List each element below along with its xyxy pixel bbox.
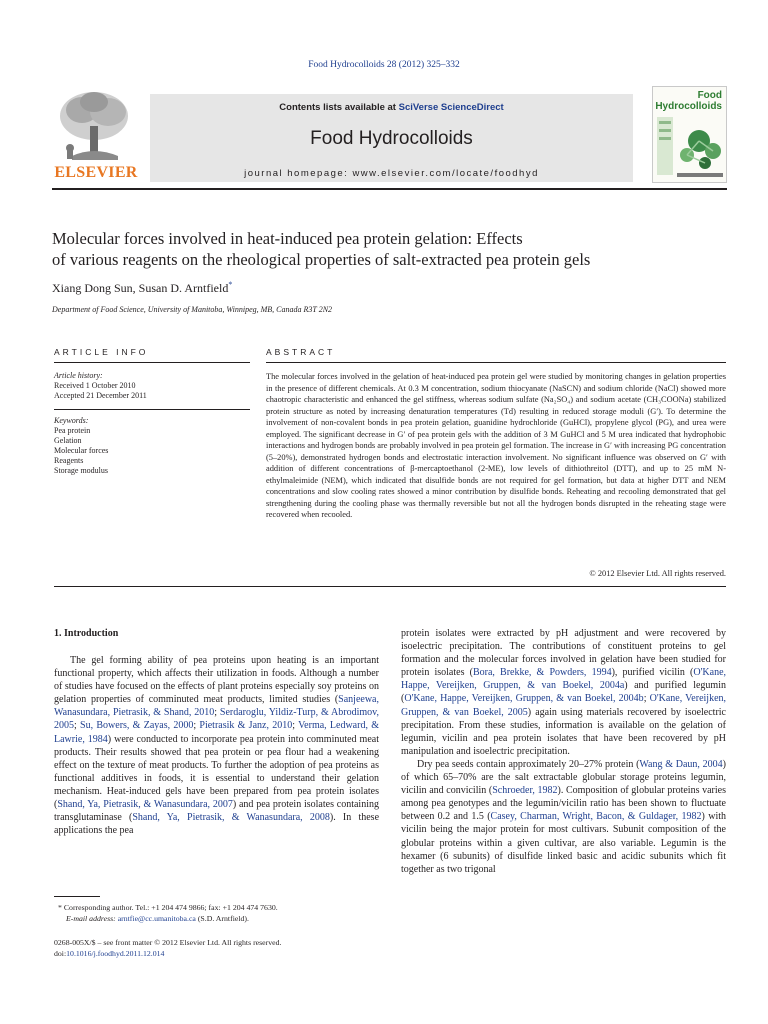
- author-email-link[interactable]: arntfie@cc.umanitoba.ca: [117, 914, 196, 923]
- doi-line: [54, 948, 281, 959]
- body-text: protein isolates were extracted by pH adjustment and were recovered by isoelectric precipitation. The contributions of constituent proteins to gel formation and the molecular forces involved in gelation have been studied for protein isolates (: [401, 628, 726, 679]
- corresponding-author-mark[interactable]: *: [228, 280, 233, 289]
- citation-link[interactable]: Su, Bowers, & Zayas, 2000: [80, 720, 194, 732]
- article-title: [52, 228, 732, 270]
- abstract-rule: [266, 362, 726, 363]
- citation-link[interactable]: O'Kane, Happe, Vereijken, Gruppen, & van Boekel, 2004a: [401, 667, 727, 692]
- publisher-name: ELSEVIER: [54, 164, 138, 181]
- body-text: ;: [292, 720, 299, 732]
- corresponding-author-note: * Corresponding author. Tel.: +1 204 474 9866; fax: +1 204 474 7630.: [58, 903, 278, 912]
- body-text: ) and purified legumin (: [401, 680, 726, 705]
- cover-title: [655, 90, 722, 112]
- body-text: ;: [643, 693, 650, 705]
- citation-link[interactable]: Bora, Brekke, & Powders, 1994: [472, 667, 612, 679]
- citation-link[interactable]: Sanjeewa, Wanasundara, Pietrasik, & Shand, 2010: [54, 694, 379, 719]
- article-info-rule: [54, 362, 250, 363]
- body-text: ;: [214, 707, 220, 719]
- citation-link[interactable]: Shand, Ya, Pietrasik, & Wanasundara, 2008: [132, 812, 330, 824]
- doi-link[interactable]: 10.1016/j.foodhyd.2011.12.014: [66, 949, 165, 958]
- journal-banner: [150, 94, 633, 182]
- keyword: Reagents: [54, 456, 84, 465]
- abstract-heading: ABSTRACT: [266, 347, 336, 357]
- journal-title: Food Hydrocolloids: [310, 128, 473, 149]
- body-column-left: [54, 654, 379, 837]
- article-info-heading: ARTICLE INFO: [54, 347, 149, 357]
- citation-link[interactable]: Serdaroglu, Yildiz-Turp, & Abrodimov, 2005: [54, 707, 379, 732]
- body-text: ). In these applications the pea: [54, 812, 380, 837]
- body-text: ) with vicilin being the major protein for most cultivars. Subunit composition of the globular proteins within a given cultivar, are also variable. Legumin is the hexamer (6 subunits) of disulfide linked basic and acidic subunits which fit together as two trigonal: [401, 811, 727, 875]
- citation-link[interactable]: O'Kane, Happe, Vereijken, Gruppen, & van Boekel, 2004b: [404, 693, 644, 705]
- contents-prefix: Contents lists available at: [279, 102, 399, 113]
- abstract-text: The molecular forces involved in the gelation of heat-induced pea protein gel were studied by monitoring changes in gelation properties in the presence of different chemicals. At 0.3 M concentration, sodium thiocyanate (NaSCN) and sodium chloride (NaCl) showed more chaotropic characteristic and enhanced the gel stiffness, whereas sodium sulfate (Na₂SO₄) and sodium acetate (CH₃COONa) stabilized protein structure as noted by increasing denaturation temperatures (Td) resulting in reduced storage moduli (G′). To determine the involvement of non-covalent bonds in pea protein gelation, guanidine hydrochloride (GuHCl), propylene glycol (PG), and urea were employed. The significant decrease in G′ of pea protein gels with the addition of 3 M GuHCl and 5 M urea indicated that hydrophobic interactions and hydrogen bonds are probably involved in pea protein gel formation. The increase in G′ with increasing PG concentration (5–20%), demonstrated hydrogen bonds and electrostatic interaction involvement. No significant influence was observed on G′ with addition of different concentrations of β-mercaptoethanol (2-ME), low levels of dithiothreitol (DTT), and up to 25 mM N-ethylmaleimide (NEM), which indicated that disulfide bonds are not required for gel formation, but data at higher DTT and NEM concentrations and slow cooling rates showed a minor contribution by disulfide bonds. Reheating and recooling demonstrated that gel strengthening during the cooling phase was thermally reversible but not all the hydrogen bonds disrupted in the reheating stage were recovered when recooled.: [266, 372, 726, 519]
- citation-link[interactable]: Casey, Charman, Wright, Bacon, & Guldager, 1982: [490, 811, 702, 823]
- authors-text: Xiang Dong Sun, Susan D. Arntfield: [52, 281, 229, 295]
- article-title-line1: Molecular forces involved in heat-induced pea protein gelation: Effects: [52, 229, 523, 248]
- footnote-rule: [54, 896, 100, 897]
- author-affiliation: Department of Food Science, University of Manitoba, Winnipeg, MB, Canada R3T 2N2: [52, 305, 333, 314]
- author-list: [52, 280, 232, 296]
- keyword: Molecular forces: [54, 446, 109, 455]
- issn-block: [54, 937, 281, 959]
- body-text: ) of which 65–70% are the salt extractable globular storage proteins legumin, vicilin and convicilin (: [401, 758, 726, 797]
- journal-homepage[interactable]: journal homepage: www.elsevier.com/locate/foodhyd: [244, 168, 539, 179]
- email-label: E-mail address:: [66, 914, 118, 923]
- body-text: ;: [74, 720, 81, 732]
- citation-link[interactable]: Wang & Daun, 2004: [639, 758, 723, 770]
- citation-link[interactable]: Verma, Ledward, & Lawrie, 1984: [54, 720, 379, 745]
- body-text: The gel forming ability of pea proteins upon heating is an important functional property, which affects their utilization in foods. Although a number of studies have focused on the effects of plant proteins especially soy proteins on gelation properties of comminuted meat products, limited studies (: [54, 655, 379, 706]
- issn-line: 0268-005X/$ – see front matter © 2012 Elsevier Ltd. All rights reserved.: [54, 938, 282, 947]
- journal-masthead: [52, 86, 727, 190]
- email-suffix: (S.D. Arntfield).: [195, 914, 249, 923]
- body-text: ). Composition of globular proteins varies among pea genotypes and the legumin/vicilin ratio has been shown to fluctuate between 0.2 and 1.5 (: [401, 785, 726, 823]
- body-text: ;: [193, 720, 200, 732]
- keyword: Storage modulus: [54, 466, 108, 475]
- cover-title-line2: Hydrocolloids: [655, 101, 722, 112]
- body-paragraph: [401, 627, 726, 758]
- journal-cover-thumbnail: [652, 86, 727, 183]
- keyword: Pea protein: [54, 426, 91, 435]
- footnotes: [58, 902, 278, 924]
- keywords-label: Keywords:: [54, 416, 89, 425]
- contents-lists-line: [150, 102, 633, 113]
- keyword: Gelation: [54, 436, 82, 445]
- abstract-copyright: © 2012 Elsevier Ltd. All rights reserved.: [589, 569, 726, 578]
- accepted-date: Accepted 21 December 2011: [54, 391, 147, 400]
- journal-citation[interactable]: Food Hydrocolloids 28 (2012) 325–332: [308, 60, 460, 70]
- citation-link[interactable]: Shand, Ya, Pietrasik, & Wanasundara, 2007: [57, 799, 233, 811]
- body-text: ) again using materials recovered by isoelectric precipitation. From these studies, information is available on the gelation of legumin, vicilin and pea protein isolates that have been recovered by pH manipulation and isoelectric precipitation.: [401, 706, 726, 757]
- citation-link[interactable]: Pietrasik & Janz, 2010: [199, 720, 293, 732]
- body-text: ) and pea protein isolates containing transglutaminase (: [54, 799, 379, 824]
- cover-title-line1: Food: [697, 90, 722, 101]
- history-label: Article history:: [54, 371, 103, 380]
- cover-molecule-art: [653, 115, 727, 183]
- article-info-panel: [54, 371, 250, 476]
- citation-link[interactable]: Schroeder, 1982: [492, 785, 558, 797]
- email-note: [58, 913, 278, 924]
- received-date: Received 1 October 2010: [54, 381, 136, 390]
- article-title-line2: of various reagents on the rheological properties of salt-extracted pea protein gels: [52, 250, 591, 269]
- body-text: Dry pea seeds contain approximately 20–27% protein (: [417, 758, 640, 770]
- section-heading-introduction: 1. Introduction: [54, 628, 119, 639]
- body-text: ) were conducted to incorporate pea protein into comminuted meat products. Their results showed that pea protein or pea flour had a weakening effect on the texture of meat products. To further the adoption of pea proteins as functional additives in foods, it is essential to understand their gelation mechanism. Heat-induced gels have been prepared from pea protein isolates (: [54, 733, 379, 811]
- body-paragraph: [401, 758, 726, 876]
- keywords-rule: [54, 409, 250, 410]
- body-column-right: [401, 627, 726, 876]
- citation-link[interactable]: O'Kane, Vereijken, Gruppen, & van Boekel, 2005: [401, 693, 727, 718]
- abstract-bottom-rule: [54, 586, 726, 587]
- doi-label: doi:: [54, 949, 67, 958]
- sciencedirect-link[interactable]: SciVerse ScienceDirect: [398, 102, 504, 113]
- body-text: ), purified vicilin (: [611, 667, 694, 679]
